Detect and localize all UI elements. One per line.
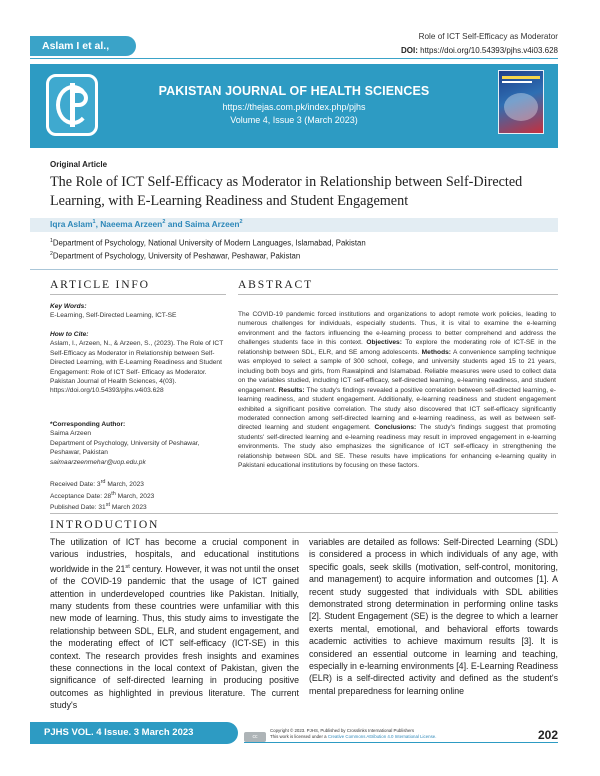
author-name: Iqra Aslam — [50, 219, 93, 229]
keywords-block — [50, 302, 228, 321]
author-sup: 2 — [239, 219, 243, 226]
abstract-rule — [238, 294, 558, 295]
introduction-heading: INTRODUCTION — [50, 518, 160, 531]
methods-label: Methods: — [421, 348, 451, 356]
abstract-body — [238, 310, 556, 471]
journal-volume: Volume 4, Issue 3 (March 2023) — [230, 115, 358, 125]
article-title: The Role of ICT Self-Efficacy as Moderator in Relationship between Self-Directed Learning, with E-Learning Readiness and Student Engagement — [50, 174, 523, 209]
header-doi — [401, 46, 558, 55]
author-sup: 1 — [92, 219, 96, 226]
author-sup: 2 — [162, 219, 166, 226]
abstract-bottom-rule — [50, 513, 558, 514]
journal-name: PAKISTAN JOURNAL OF HEALTH SCIENCES — [158, 84, 430, 98]
received-date: Received Date: 3rd March, 2023 — [50, 479, 144, 489]
journal-cover-icon — [498, 70, 544, 134]
affiliation-sup: 2 — [50, 251, 53, 257]
methods-text: A convenience sampling technique was employed to select a sample of 300 school, college, and university students aged 15 to 21 years, including both boys and girls, from Rawalpindi and Islamabad. Reliable measures were used to collect data on the variables studied, including ICT self-efficacy, self-directed learning, e-learning readiness, and student engagement. — [238, 348, 556, 394]
affiliation-sup: 1 — [50, 238, 53, 244]
cite-label: How to Cite: — [50, 331, 89, 338]
journal-url[interactable]: https://thejas.com.pk/index.php/pjhs — [222, 102, 366, 112]
objectives-text: To explore the moderating role of ICT-SE in the relationship between SDL, ELR, and SE among adolescents. — [238, 339, 556, 356]
corr-label: *Corresponding Author: — [50, 421, 126, 428]
running-title: Role of ICT Self-Efficacy as Moderator — [418, 32, 558, 41]
info-rule — [50, 294, 226, 295]
journal-banner — [30, 64, 558, 148]
keywords-text: E-Learning, Self-Directed Learning, ICT-SE — [50, 312, 177, 320]
header-rule — [30, 58, 558, 59]
abstract-heading: ABSTRACT — [238, 278, 313, 291]
results-label: Results: — [278, 386, 305, 394]
doi-label: DOI: — [401, 46, 418, 55]
article-info-heading: ARTICLE INFO — [50, 278, 150, 291]
abstract-intro: The COVID-19 pandemic forced institutions and organizations to adopt remote work policies, leading to numerous challenges for individuals, especially students. Thus, it is vital to examine the e-learning environment and the factors influencing the e-learning process to better comprehend and address the challenges students face in this context. — [238, 311, 556, 347]
keywords-label: Key Words: — [50, 303, 87, 310]
citation-block — [50, 330, 228, 396]
footer-rule — [244, 742, 558, 743]
conclusions-label: Conclusions: — [374, 424, 417, 432]
corr-email[interactable]: saimaarzeenmehar@uop.edu.pk — [50, 458, 146, 466]
intro-right-column: variables are detailed as follows: Self-Directed Learning (SDL) is considered a process in which individuals of any age, with specific goals, seek skills (motivation, self-control, monitoring, and management) to acquire information and outcomes [1]. A recent study suggested that individuals with SDL abilities demonstrated strong determination in performing online tasks [2]. Student Engagement (SE) is the degree to which a learner exerts mental, emotional, and behavioral efforts towards academic activities to achieve maximum results [3]. It is considered an essential outcome in learning and teaching, especially in e-learning environments [4]. E-Learning Readiness (ELR) is a self-directed activity and defined as the student's mental preparedness for learning online — [309, 537, 558, 696]
objectives-label: Objectives: — [366, 339, 402, 347]
affiliation-text: Department of Psychology, National University of Modern Languages, Islamabad, Pakistan — [52, 238, 366, 248]
dates-block — [50, 478, 228, 513]
page-number: 202 — [537, 728, 558, 742]
author-list: Iqra Aslam$^1$, Naeema Arzeen$^2$ and Saima Arzeen$^2$ — [30, 218, 558, 232]
cite-text: Aslam, I., Arzeen, N., & Arzeen, S., (2023). The Role of ICT Self-Efficacy as Moderator in Relationship between Self-Directed Learning, with E-Learning Readiness and Student Engagement: Role of ICT Self- Efficacy as Moderator. Pakistan Journal of Health Sciences, 4(03). https://doi.org/10.54393/pjhs.v4i03.628 — [50, 340, 224, 395]
intro-rule — [50, 532, 558, 533]
author-name: Saima Arzeen — [184, 219, 240, 229]
affiliation-text: Department of Psychology, University of Peshawar, Peshawar, Pakistan — [52, 251, 301, 261]
intro-left-column: The utilization of ICT has become a crucial component in various industries, hospitals, and educational institutions worldwide in the 21st century. However, it was not until the onset of the COVID-19 pandemic that the usage of ICT gained attention in underdeveloped countries like Pakistan. Initially, many students from these countries were unfamiliar with this new mode of learning. Thus, this study aims to investigate the relationship between SDL, ELR, and student engagement, and the moderating effect of ICT self-efficacy (ICT-SE) in this context. The research provides fresh insights and examines these connections in the local context of Pakistan, given the significance of self-directed learning in producing positive outcomes as highlighted in previous literature. The current study's — [50, 537, 299, 711]
article-type: Original Article — [50, 160, 108, 169]
running-author: Aslam I et al., — [30, 36, 136, 56]
corr-affil: Department of Psychology, University of Peshawar, Peshawar, Pakistan — [50, 439, 200, 457]
footer-journal-issue: PJHS VOL. 4 Issue. 3 March 2023 — [30, 722, 238, 744]
section-divider — [30, 269, 558, 270]
conclusions-text: The study's findings suggest that promoting students' self-directed learning and e-learning readiness may result in improved engagement in e-learning environments. The study also emphasizes the significance of ICT self-efficacy in strengthening the relationship between SDL and SE. These results have implications for enhancing e-learning quality in Pakistani educational institutions by focusing on these factors. — [238, 424, 556, 470]
footer-copyright: Copyright © 2023. PJHS, Published by Crosslinks International Publishers This work is licensed under a Creative Commons Attribution 4.0 International License. — [270, 728, 437, 740]
published-date: Published Date: 31st March 2023 — [50, 502, 147, 512]
accepted-date: Acceptance Date: 28th March, 2023 — [50, 490, 155, 500]
results-text: The study's findings revealed a positive correlation between self-directed learning, e-learning readiness, and student engagement. Additionally, e-learning readiness and student engagement exhibited a significant positive correlation. The study also discovered that ICT self-efficacy significantly moderated connection among self-directed learning and e-learning readiness, as well as between self-directed learning and student engagement. — [238, 386, 557, 432]
corr-name: Saima Arzeen — [50, 430, 92, 438]
corresponding-block — [50, 420, 228, 467]
affiliation — [50, 238, 366, 248]
cc-license-icon: cc — [244, 732, 266, 742]
license-link[interactable]: Creative Commons Attribution 4.0 International License. — [327, 734, 437, 740]
affiliation — [50, 251, 300, 261]
doi-link[interactable]: https://doi.org/10.54393/pjhs.v4i03.628 — [417, 46, 558, 55]
author-name: Naeema Arzeen — [100, 219, 163, 229]
